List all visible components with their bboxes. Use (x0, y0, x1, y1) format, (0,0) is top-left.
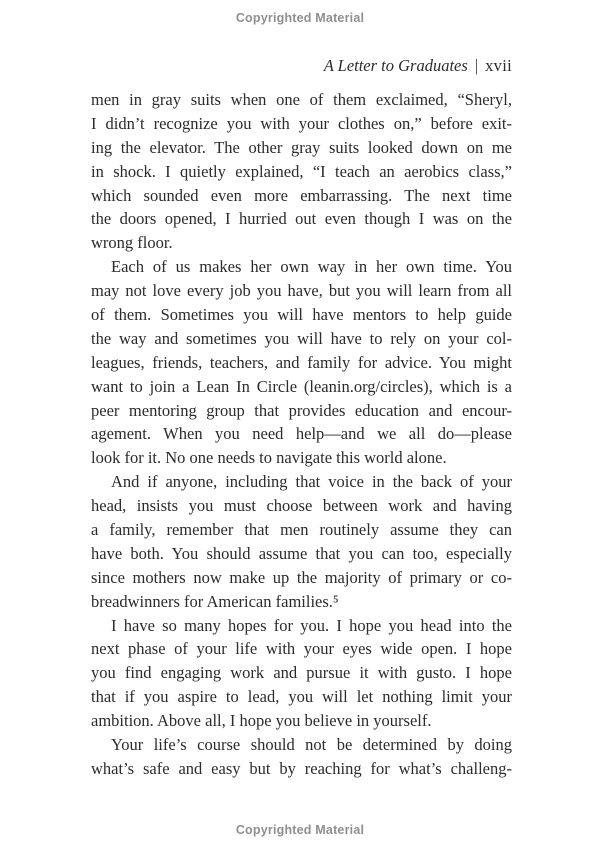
running-header (91, 56, 512, 76)
text-line: I have so many hopes for you. I hope you head into the (111, 615, 512, 635)
text-line: since mothers now make up the majority of primary or co- (91, 567, 512, 587)
text-line: men in gray suits when one of them exclaimed, “Sheryl, (91, 90, 512, 109)
text-line: Your life’s course should not be determined by doing (111, 735, 512, 755)
text-line: in shock. I quietly explained, “I teach an aerobics class,” (91, 161, 512, 181)
text-line: I didn’t recognize you with your clothes on,” before exit- (91, 113, 512, 133)
copyright-notice-bottom: Copyrighted Material (235, 823, 365, 837)
text-line: you find engaging work and pursue it with gusto. I hope (91, 663, 512, 683)
page-number: xvii (485, 56, 512, 75)
text-line: which sounded even more embarrassing. The next time (91, 185, 512, 205)
text-line: ambition. Above all, I hope you believe in yourself. (91, 711, 432, 731)
text-line: agement. When you need help—and we all do—please (91, 424, 512, 444)
text-line: head, insists you must choose between work and having (91, 496, 512, 516)
text-line: a family, remember that men routinely assume they can (91, 520, 512, 540)
text-line: that if you aspire to lead, you will let nothing limit your (91, 687, 512, 707)
text-line: wrong floor. (91, 233, 173, 253)
copyright-notice-top: Copyrighted Material (235, 11, 365, 25)
header-separator: | (474, 56, 479, 75)
text-line: have both. You should assume that you can too, especially (91, 543, 512, 563)
text-line: Each of us makes her own way in her own time. You (111, 257, 512, 277)
text-line: next phase of your life with your eyes wide open. I hope (91, 639, 512, 659)
text-line: want to join a Lean In Circle (leanin.org/circles), which is a (91, 376, 512, 396)
text-line: look for it. No one needs to navigate this world alone. (91, 448, 447, 468)
text-line: peer mentoring group that provides education and encour- (91, 400, 512, 420)
text-line: the way and sometimes you will have to rely on your col- (91, 328, 512, 348)
text-line: ing the elevator. The other gray suits looked down on me (91, 137, 512, 157)
text-line: the doors opened, I hurried out even though I was on the (91, 209, 512, 229)
text-line: leagues, friends, teachers, and family for advice. You might (91, 352, 512, 372)
text-line: may not love every job you have, but you will learn from all (91, 281, 512, 301)
text-line: what’s safe and easy but by reaching for what’s challeng- (91, 758, 512, 778)
body-text (91, 88, 512, 781)
text-line: And if anyone, including that voice in the back of your (111, 472, 512, 492)
text-line: of them. Sometimes you will have mentors to help guide (91, 305, 512, 325)
text-line: breadwinners for American families.⁵ (91, 591, 339, 611)
chapter-title: A Letter to Graduates (323, 56, 468, 75)
